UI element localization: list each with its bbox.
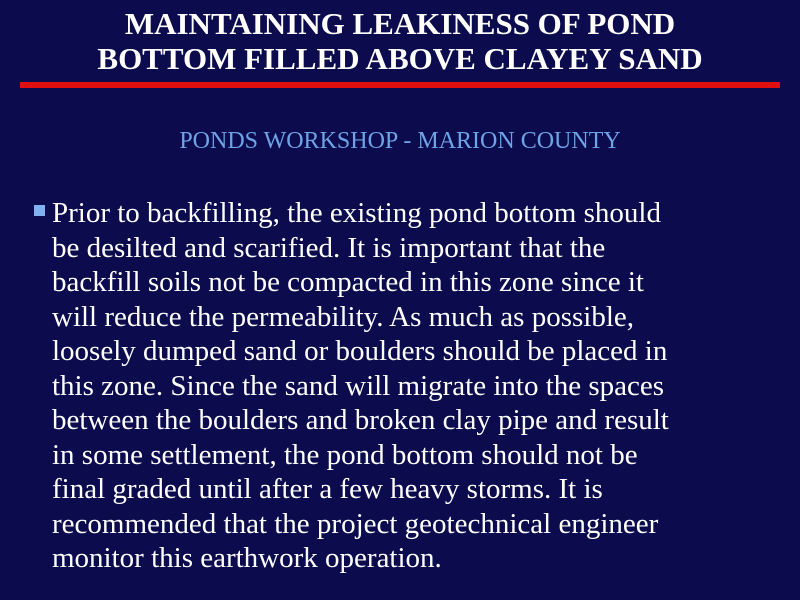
bullet-line: monitor this earthwork operation. xyxy=(52,542,442,574)
bullet-text xyxy=(52,196,772,576)
bullet-line: in some settlement, the pond bottom should not be xyxy=(52,438,638,471)
slide-title xyxy=(0,6,800,76)
bullet-line: be desilted and scarified. It is important that the xyxy=(52,231,606,264)
bullet-line: this zone. Since the sand will migrate into the spaces xyxy=(52,369,665,402)
bullet-line: Prior to backfilling, the existing pond bottom should xyxy=(52,197,661,229)
slide-title-line-1: MAINTAINING LEAKINESS OF POND xyxy=(124,6,676,41)
bullet-line: backfill soils not be compacted in this zone since it xyxy=(52,266,644,298)
square-bullet-icon xyxy=(34,205,45,216)
bullet-line: between the boulders and broken clay pipe and result xyxy=(52,404,669,436)
slide-title-line-2: BOTTOM FILLED ABOVE CLAYEY SAND xyxy=(97,41,703,76)
bullet-line: recommended that the project geotechnical engineer xyxy=(52,507,659,540)
slide-subtitle: PONDS WORKSHOP - MARION COUNTY xyxy=(179,128,621,154)
bullet-line: will reduce the permeability. As much as possible, xyxy=(52,300,635,333)
title-divider xyxy=(20,82,780,88)
bullet-line: loosely dumped sand or boulders should be placed in xyxy=(52,335,668,367)
bullet-line: final graded until after a few heavy storms. It is xyxy=(52,473,603,505)
